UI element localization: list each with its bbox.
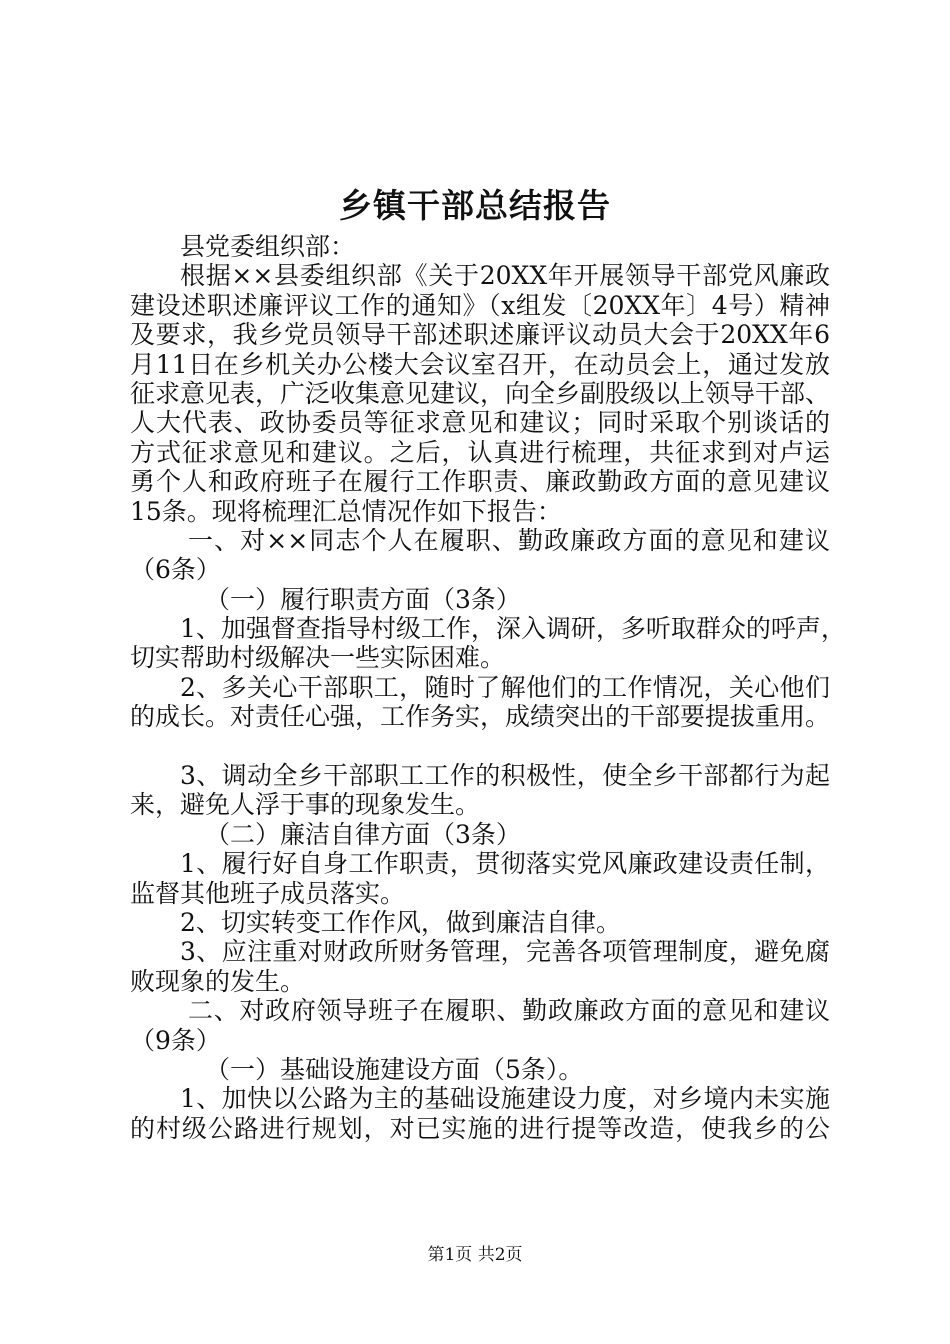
document-body	[130, 232, 846, 1143]
list-item-line: 来，避免人浮于事的现象发生。	[130, 790, 481, 820]
subsection-heading: （一）履行职责方面（3条）	[205, 584, 521, 614]
document-title: 乡镇干部总结报告	[339, 186, 611, 225]
paragraph-line: 人大代表、政协委员等征求意见和建议；同时采取个别谈话的	[130, 408, 830, 438]
salutation-line: 县党委组织部：	[180, 232, 356, 261]
paragraph-line: 征求意见表，广泛收集意见建议，向全乡副股级以上领导干部、	[130, 378, 831, 408]
page-footer: 第1页 共2页	[427, 1245, 523, 1265]
subsection-heading: （二）廉洁自律方面（3条）	[205, 819, 521, 849]
list-item-line: 监督其他班子成员落实。	[130, 878, 406, 908]
paragraph-line: 根据××县委组织部《关于20XX年开展领导干部党风廉政	[180, 261, 830, 291]
section-heading-line: 一、对××同志个人在履职、勤政廉政方面的意见和建议	[188, 525, 830, 555]
list-item-line: 3、应注重对财政所财务管理，完善各项管理制度，避免腐	[180, 937, 830, 967]
subsection-heading: （一）基础设施建设方面（5条）。	[205, 1054, 584, 1084]
list-item-line: 1、加强督查指导村级工作，深入调研，多听取群众的呼声，	[180, 614, 846, 644]
paragraph-line: 月11日在乡机关办公楼大会议室召开，在动员会上，通过发放	[130, 349, 830, 379]
list-item-line: 切实帮助村级解决一些实际困难。	[130, 643, 506, 673]
paragraph-line: 建设述职述廉评议工作的通知》（x组发〔20XX年〕4号）精神	[130, 290, 830, 320]
list-item-line: 2、多关心干部职工，随时了解他们的工作情况，关心他们	[180, 672, 830, 702]
paragraph-line: 勇个人和政府班子在履行工作职责、廉政勤政方面的意见建议	[130, 467, 830, 497]
list-item-line: 的村级公路进行规划，对已实施的进行提等改造，使我乡的公	[130, 1113, 830, 1143]
section-heading-line: 二、对政府领导班子在履职、勤政廉政方面的意见和建议	[188, 996, 830, 1026]
list-item-line: 败现象的发生。	[130, 966, 306, 996]
list-item-line: 2、切实转变工作作风，做到廉洁自律。	[180, 907, 621, 937]
list-item-line: 1、履行好自身工作职责，贯彻落实党风廉政建设责任制，	[180, 849, 830, 879]
list-item-line: 的成长。对责任心强，工作务实，成绩突出的干部要提拔重用。	[130, 702, 831, 732]
paragraph-line: 及要求，我乡党员领导干部述职述廉评议动员大会于20XX年6	[130, 320, 830, 350]
section-heading-line: （9条）	[130, 1025, 221, 1055]
list-item-line: 3、调动全乡干部职工工作的积极性，使全乡干部都行为起	[180, 761, 830, 791]
list-item-line: 1、加快以公路为主的基础设施建设力度，对乡境内未实施	[180, 1084, 830, 1114]
paragraph-line: 15条。现将梳理汇总情况作如下报告：	[130, 496, 562, 526]
paragraph-line: 方式征求意见和建议。之后，认真进行梳理，共征求到对卢运	[130, 437, 830, 467]
section-heading-line: （6条）	[130, 555, 221, 585]
blank-line	[130, 732, 830, 761]
